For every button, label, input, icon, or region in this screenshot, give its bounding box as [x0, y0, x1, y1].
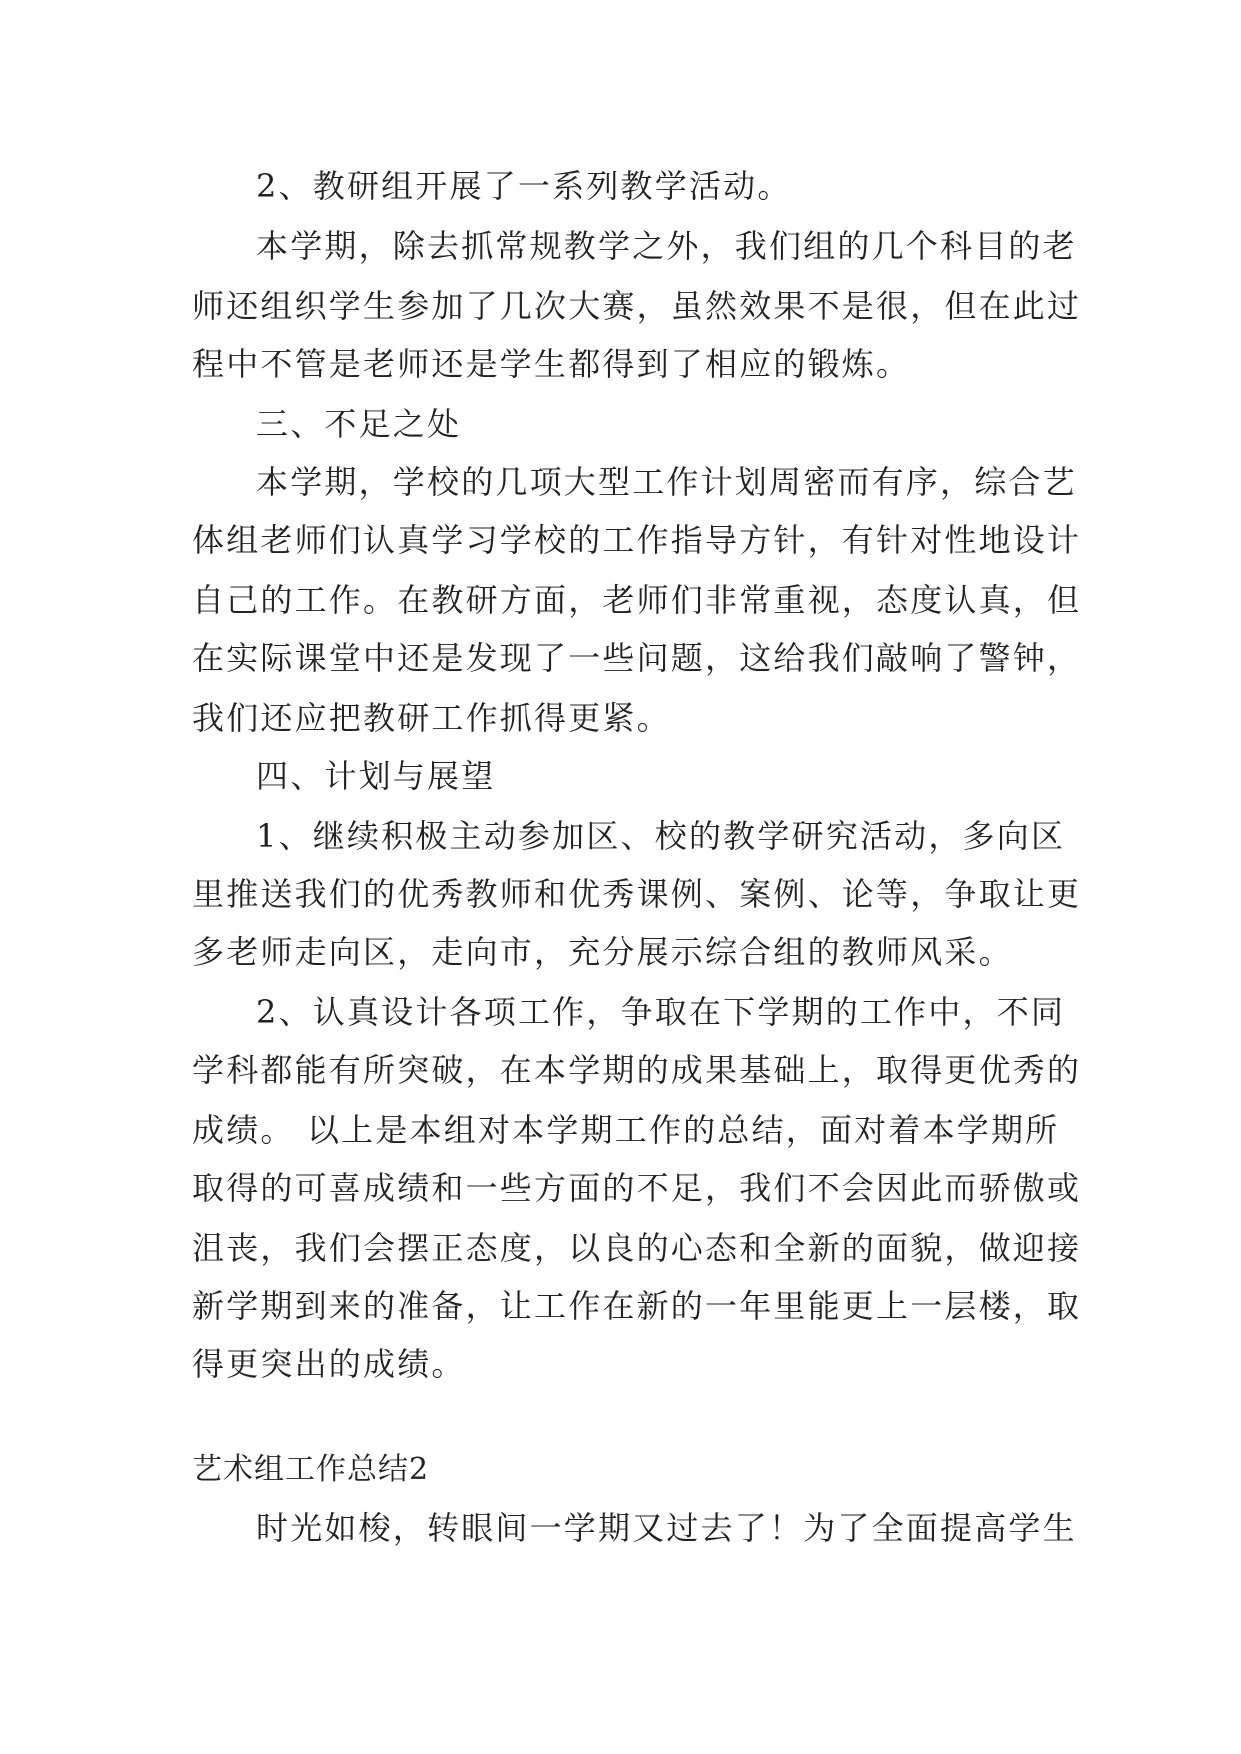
paragraph-line: 沮丧，我们会摆正态度，以良的心态和全新的面貌，做迎接 [192, 1229, 1082, 1267]
paragraph-line: 自己的工作。在教研方面，老师们非常重视，态度认真，但 [192, 581, 1082, 619]
paragraph-line: 多老师走向区，走向市，充分展示综合组的教师风采。 [192, 933, 1013, 971]
paragraph-line: 取得的可喜成绩和一些方面的不足，我们不会因此而骄傲或 [192, 1169, 1082, 1207]
section-title: 艺术组工作总结2 [192, 1452, 430, 1487]
paragraph-line: 程中不管是老师还是学生都得到了相应的锻炼。 [192, 345, 911, 383]
paragraph-line: 新学期到来的准备，让工作在新的一年里能更上一层楼，取 [192, 1287, 1082, 1325]
section-heading: 四、计划与展望 [256, 757, 496, 795]
paragraph-line: 里推送我们的优秀教师和优秀课例、案例、论等，争取让更 [192, 875, 1082, 913]
paragraph-line: 2、教研组开展了一系列教学活动。 [256, 167, 792, 205]
paragraph-line: 我们还应把教研工作抓得更紧。 [192, 699, 671, 737]
paragraph-line: 本学期，学校的几项大型工作计划周密而有序，综合艺 [256, 463, 1077, 501]
paragraph-line: 师还组织学生参加了几次大赛，虽然效果不是很，但在此过 [192, 287, 1082, 325]
paragraph-line: 体组老师们认真学习学校的工作指导方针，有针对性地设计 [192, 521, 1082, 559]
paragraph-line: 得更突出的成绩。 [192, 1345, 466, 1383]
paragraph-line: 1、继续积极主动参加区、校的教学研究活动，多向区 [256, 817, 1066, 855]
paragraph-line: 成绩。 以上是本组对本学期工作的总结，面对着本学期所 [192, 1111, 1060, 1149]
paragraph-line: 学科都能有所突破，在本学期的成果基础上，取得更优秀的 [192, 1051, 1082, 1089]
paragraph-line: 本学期，除去抓常规教学之外，我们组的几个科目的老 [256, 227, 1077, 265]
paragraph-line: 在实际课堂中还是发现了一些问题，这给我们敲响了警钟， [192, 639, 1082, 677]
paragraph-line: 时光如梭，转眼间一学期又过去了！为了全面提高学生 [256, 1509, 1077, 1547]
section-heading: 三、不足之处 [256, 405, 462, 443]
paragraph-line: 2、认真设计各项工作，争取在下学期的工作中，不同 [256, 993, 1066, 1031]
